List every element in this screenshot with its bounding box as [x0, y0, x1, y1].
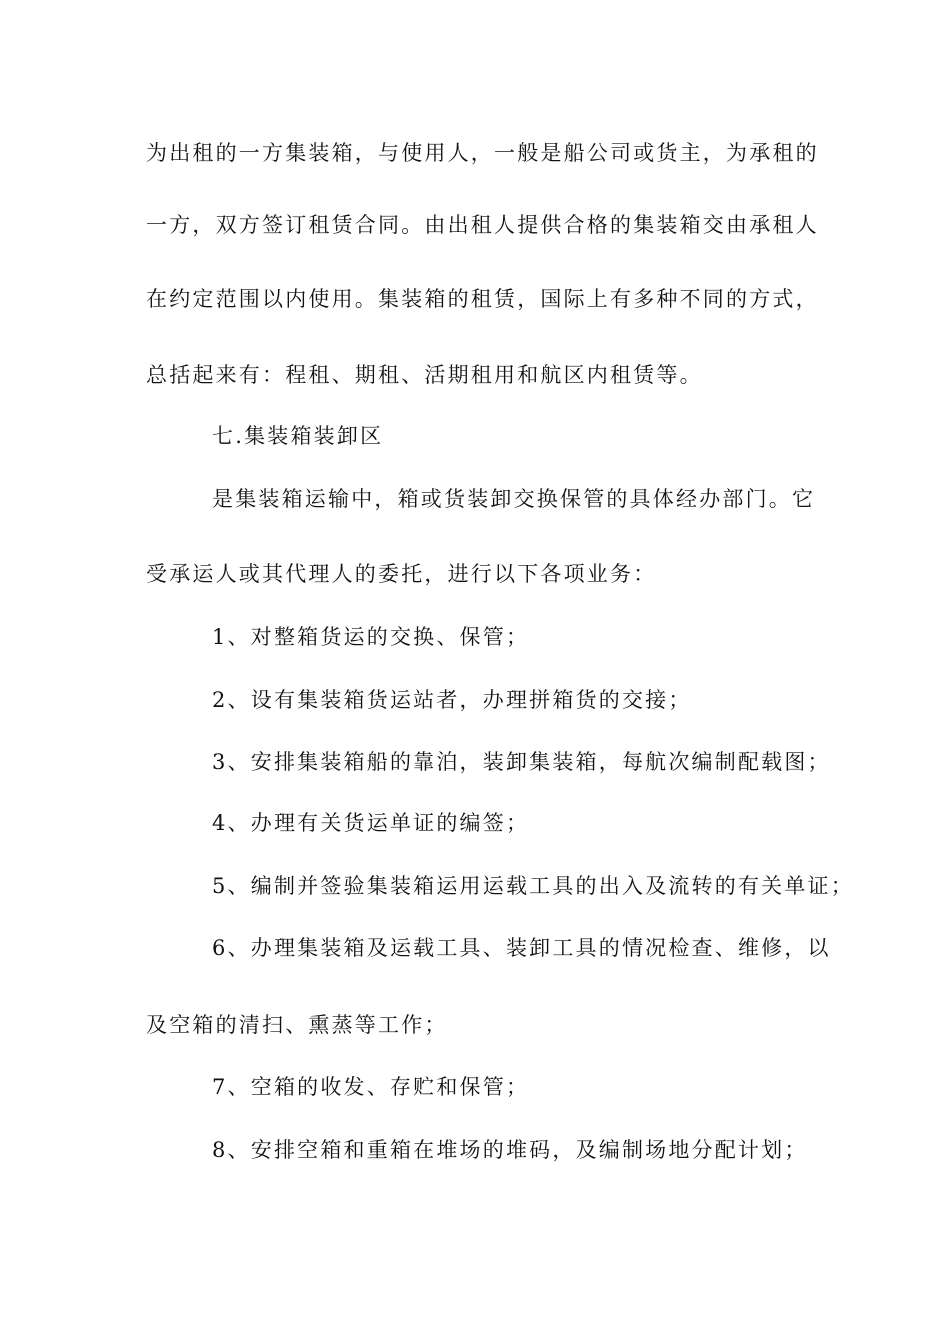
list-item-3: 3、安排集装箱船的靠泊，装卸集装箱，每航次编制配载图； [212, 750, 831, 774]
list-item-4: 4、办理有关货运单证的编签； [212, 811, 530, 835]
paragraph-line-6: 受承运人或其代理人的委托，进行以下各项业务： [146, 562, 657, 586]
paragraph-line-3: 在约定范围以内使用。集装箱的租赁，国际上有多种不同的方式， [146, 287, 819, 311]
paragraph-line-2: 一方，双方签订租赁合同。由出租人提供合格的集装箱交由承租人 [146, 213, 819, 237]
list-item-1: 1、对整箱货运的交换、保管； [212, 625, 530, 649]
paragraph-line-5: 是集装箱运输中，箱或货装卸交换保管的具体经办部门。它 [212, 487, 816, 511]
paragraph-line-1: 为出租的一方集装箱，与使用人，一般是船公司或货主，为承租的 [146, 141, 819, 165]
section-heading: 七.集装箱装卸区 [212, 424, 384, 448]
list-item-8: 8、安排空箱和重箱在堆场的堆码，及编制场地分配计划； [212, 1138, 808, 1162]
list-item-2: 2、设有集装箱货运站者，办理拼箱货的交接； [212, 688, 692, 712]
list-item-6: 6、办理集装箱及运载工具、装卸工具的情况检查、维修，以 [212, 936, 831, 960]
list-item-5: 5、编制并签验集装箱运用运载工具的出入及流转的有关单证； [212, 874, 854, 898]
paragraph-line-4: 总括起来有：程租、期租、活期租用和航区内租赁等。 [146, 363, 703, 387]
list-item-6-continuation: 及空箱的清扫、熏蒸等工作； [146, 1013, 448, 1037]
list-item-7: 7、空箱的收发、存贮和保管； [212, 1075, 530, 1099]
